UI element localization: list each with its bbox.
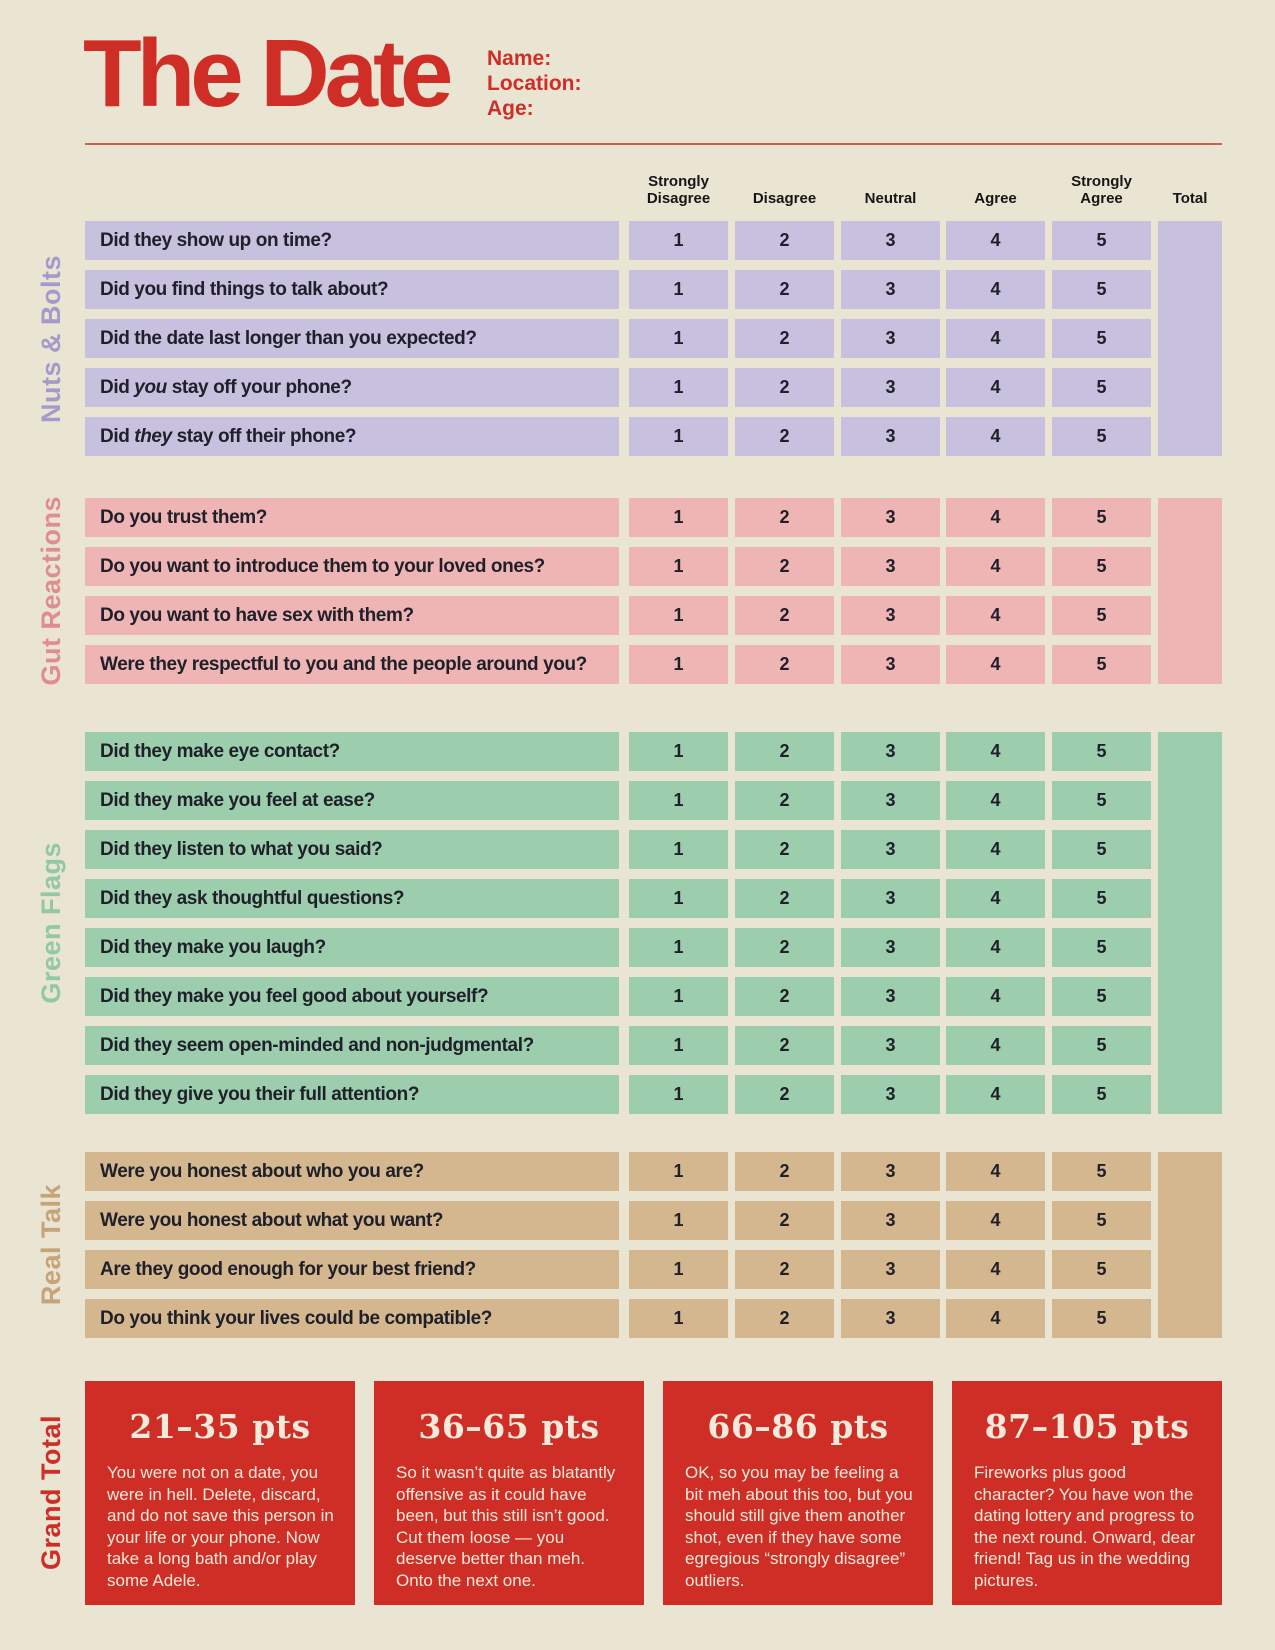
- rating-cell[interactable]: 1: [629, 1201, 728, 1240]
- question-label: Do you trust them?: [100, 506, 267, 528]
- rating-cell[interactable]: 1: [629, 645, 728, 684]
- rating-cell[interactable]: 5: [1052, 1299, 1151, 1338]
- rating-cell[interactable]: 2: [735, 1075, 834, 1114]
- question-label: Did you stay off your phone?: [100, 376, 352, 398]
- rating-cell[interactable]: 1: [629, 830, 728, 869]
- question-row: [85, 368, 619, 407]
- section-total-cell: [1158, 1152, 1222, 1338]
- rating-cell[interactable]: 2: [735, 1299, 834, 1338]
- rating-cell[interactable]: 1: [629, 1075, 728, 1114]
- grand-total-label: [24, 1381, 78, 1605]
- question-row: [85, 977, 619, 1016]
- section-label: [24, 498, 78, 684]
- rating-cell[interactable]: 4: [946, 1152, 1045, 1191]
- rating-cell[interactable]: 4: [946, 1075, 1045, 1114]
- rating-cell[interactable]: 3: [841, 977, 940, 1016]
- name-field-label: Name:: [487, 47, 552, 70]
- rating-cell[interactable]: 5: [1052, 221, 1151, 260]
- question-label: Do you think your lives could be compatible?: [100, 1307, 493, 1329]
- rating-cell[interactable]: 2: [735, 1250, 834, 1289]
- question-label: Did they make you laugh?: [100, 936, 326, 958]
- rating-cell[interactable]: 5: [1052, 547, 1151, 586]
- rating-cell[interactable]: 4: [946, 368, 1045, 407]
- rating-cell[interactable]: 3: [841, 879, 940, 918]
- tier-description: You were not on a date, you were in hell. Delete, discard, and do not save this person in your life or your phone. Now take a long bath and/or play some Adele.: [107, 1463, 334, 1590]
- tier-description: Fireworks plus good character? You have won the dating lottery and progress to the next round. Onward, dear friend! Tag us in the wedding pictures.: [974, 1463, 1196, 1590]
- rating-cell[interactable]: 5: [1052, 781, 1151, 820]
- question-label: Do you want to introduce them to your loved ones?: [100, 555, 545, 577]
- rating-cell[interactable]: 4: [946, 547, 1045, 586]
- rating-cell[interactable]: 4: [946, 928, 1045, 967]
- section-label-text: Nuts & Bolts: [35, 254, 66, 423]
- score-tier-box: [663, 1381, 933, 1605]
- rating-cell[interactable]: 1: [629, 596, 728, 635]
- section-label-text: Real Talk: [35, 1184, 66, 1306]
- question-row: [85, 221, 619, 260]
- question-row: [85, 645, 619, 684]
- question-label: Did they make you feel at ease?: [100, 789, 375, 811]
- question-row: [85, 928, 619, 967]
- scale-column-header: Neutral: [864, 189, 917, 207]
- tier-range: 66–86 pts: [707, 1407, 889, 1446]
- section-label-text: Gut Reactions: [35, 496, 66, 686]
- rating-cell[interactable]: 3: [841, 645, 940, 684]
- rating-cell[interactable]: 2: [735, 368, 834, 407]
- question-row: [85, 1250, 619, 1289]
- question-label: Were you honest about what you want?: [100, 1209, 444, 1231]
- rating-cell[interactable]: 4: [946, 1026, 1045, 1065]
- question-row: [85, 596, 619, 635]
- rating-cell[interactable]: 2: [735, 596, 834, 635]
- rating-cell[interactable]: 3: [841, 1152, 940, 1191]
- rating-cell[interactable]: 1: [629, 1026, 728, 1065]
- rating-cell[interactable]: 5: [1052, 879, 1151, 918]
- rating-cell[interactable]: 1: [629, 977, 728, 1016]
- age-field-label: Age:: [487, 97, 534, 120]
- score-tier-box: [952, 1381, 1222, 1605]
- grand-total-label-text: Grand Total: [35, 1415, 66, 1571]
- rating-cell[interactable]: 3: [841, 830, 940, 869]
- question-label: Did you find things to talk about?: [100, 278, 389, 300]
- page-title: The Date: [83, 20, 449, 127]
- question-label: Were you honest about who you are?: [100, 1160, 424, 1182]
- rating-cell[interactable]: 5: [1052, 1250, 1151, 1289]
- rating-cell[interactable]: 1: [629, 368, 728, 407]
- question-label: Did the date last longer than you expected?: [100, 327, 477, 349]
- rating-cell[interactable]: 5: [1052, 1075, 1151, 1114]
- rating-cell[interactable]: 5: [1052, 1026, 1151, 1065]
- rating-cell[interactable]: 2: [735, 1026, 834, 1065]
- rating-cell[interactable]: 1: [629, 1152, 728, 1191]
- rating-cell[interactable]: 5: [1052, 498, 1151, 537]
- rating-cell[interactable]: 3: [841, 270, 940, 309]
- rating-cell[interactable]: 5: [1052, 417, 1151, 456]
- scale-column-header: Agree: [974, 189, 1017, 207]
- rating-cell[interactable]: 4: [946, 596, 1045, 635]
- question-label: Did they show up on time?: [100, 229, 332, 251]
- rating-cell[interactable]: 5: [1052, 596, 1151, 635]
- scale-column-header: Strongly Disagree: [646, 172, 711, 207]
- section-label: [24, 1152, 78, 1338]
- question-row: [85, 417, 619, 456]
- rating-cell[interactable]: 2: [735, 830, 834, 869]
- rating-cell[interactable]: 5: [1052, 1152, 1151, 1191]
- rating-cell[interactable]: 1: [629, 498, 728, 537]
- question-label: Were they respectful to you and the people around you?: [100, 653, 587, 675]
- rating-cell[interactable]: 3: [841, 596, 940, 635]
- rating-cell[interactable]: 4: [946, 221, 1045, 260]
- rating-cell[interactable]: 3: [841, 498, 940, 537]
- question-row: [85, 830, 619, 869]
- question-row: [85, 732, 619, 771]
- rating-cell[interactable]: 4: [946, 1201, 1045, 1240]
- rating-cell[interactable]: 4: [946, 270, 1045, 309]
- rating-cell[interactable]: 3: [841, 368, 940, 407]
- rating-cell[interactable]: 3: [841, 781, 940, 820]
- rating-cell[interactable]: 4: [946, 977, 1045, 1016]
- rating-cell[interactable]: 2: [735, 645, 834, 684]
- rating-cell[interactable]: 3: [841, 732, 940, 771]
- rating-cell[interactable]: 4: [946, 1299, 1045, 1338]
- rating-cell[interactable]: 2: [735, 547, 834, 586]
- question-label: Did they make eye contact?: [100, 740, 340, 762]
- rating-cell[interactable]: 4: [946, 879, 1045, 918]
- rating-cell[interactable]: 3: [841, 221, 940, 260]
- rating-cell[interactable]: 3: [841, 417, 940, 456]
- rating-cell[interactable]: 4: [946, 319, 1045, 358]
- header-divider: [85, 143, 1222, 145]
- rating-cell[interactable]: 5: [1052, 1201, 1151, 1240]
- question-row: [85, 1299, 619, 1338]
- rating-cell[interactable]: 5: [1052, 645, 1151, 684]
- rating-cell[interactable]: 2: [735, 319, 834, 358]
- question-label: Did they seem open-minded and non-judgmental?: [100, 1034, 534, 1056]
- rating-cell[interactable]: 4: [946, 781, 1045, 820]
- rating-cell[interactable]: 5: [1052, 368, 1151, 407]
- section-label: [24, 732, 78, 1114]
- rating-cell[interactable]: 2: [735, 977, 834, 1016]
- rating-cell[interactable]: 4: [946, 417, 1045, 456]
- question-row: [85, 547, 619, 586]
- rating-cell[interactable]: 2: [735, 1152, 834, 1191]
- question-row: [85, 1075, 619, 1114]
- rating-cell[interactable]: 2: [735, 928, 834, 967]
- question-row: [85, 498, 619, 537]
- score-tier-box: [85, 1381, 355, 1605]
- rating-cell[interactable]: 1: [629, 221, 728, 260]
- question-label: Did they make you feel good about yourself?: [100, 985, 489, 1007]
- section-label-text: Green Flags: [35, 842, 66, 1004]
- section-total-cell: [1158, 221, 1222, 456]
- rating-cell[interactable]: 5: [1052, 319, 1151, 358]
- rating-cell[interactable]: 2: [735, 879, 834, 918]
- rating-cell[interactable]: 1: [629, 1299, 728, 1338]
- rating-cell[interactable]: 1: [629, 1250, 728, 1289]
- rating-cell[interactable]: 1: [629, 319, 728, 358]
- scale-column-header: Disagree: [752, 189, 817, 207]
- rating-cell[interactable]: 2: [735, 270, 834, 309]
- rating-cell[interactable]: 2: [735, 732, 834, 771]
- rating-cell[interactable]: 4: [946, 1250, 1045, 1289]
- scale-column-header: Strongly Agree: [1071, 172, 1132, 207]
- rating-cell[interactable]: 5: [1052, 928, 1151, 967]
- rating-cell[interactable]: 2: [735, 498, 834, 537]
- question-row: [85, 781, 619, 820]
- rating-cell[interactable]: 1: [629, 547, 728, 586]
- rating-cell[interactable]: 5: [1052, 830, 1151, 869]
- question-label: Did they ask thoughtful questions?: [100, 887, 405, 909]
- question-row: [85, 1026, 619, 1065]
- rating-cell[interactable]: 3: [841, 1299, 940, 1338]
- identity-fields: [487, 46, 582, 121]
- rating-cell[interactable]: 1: [629, 270, 728, 309]
- question-label: Do you want to have sex with them?: [100, 604, 414, 626]
- rating-cell[interactable]: 5: [1052, 977, 1151, 1016]
- score-tier-box: [374, 1381, 644, 1605]
- rating-cell[interactable]: 2: [735, 1201, 834, 1240]
- location-field-label: Location:: [487, 72, 582, 95]
- question-label: Are they good enough for your best friend?: [100, 1258, 476, 1280]
- rating-cell[interactable]: 4: [946, 732, 1045, 771]
- rating-cell[interactable]: 2: [735, 781, 834, 820]
- rating-cell[interactable]: 3: [841, 319, 940, 358]
- rating-cell[interactable]: 2: [735, 417, 834, 456]
- rating-cell[interactable]: 3: [841, 1026, 940, 1065]
- question-label: Did they stay off their phone?: [100, 425, 357, 447]
- rating-cell[interactable]: 1: [629, 928, 728, 967]
- rating-cell[interactable]: 3: [841, 547, 940, 586]
- rating-cell[interactable]: 1: [629, 781, 728, 820]
- rating-cell[interactable]: 3: [841, 1075, 940, 1114]
- section-total-cell: [1158, 732, 1222, 1114]
- section-label: [24, 221, 78, 456]
- tier-range: 21–35 pts: [129, 1407, 311, 1446]
- rating-cell[interactable]: 1: [629, 879, 728, 918]
- rating-cell[interactable]: 1: [629, 417, 728, 456]
- rating-cell[interactable]: 4: [946, 830, 1045, 869]
- rating-cell[interactable]: 4: [946, 498, 1045, 537]
- section-total-cell: [1158, 498, 1222, 684]
- rating-cell[interactable]: 3: [841, 928, 940, 967]
- question-row: [85, 319, 619, 358]
- question-row: [85, 1152, 619, 1191]
- rating-cell[interactable]: 1: [629, 732, 728, 771]
- rating-cell[interactable]: 3: [841, 1250, 940, 1289]
- rating-cell[interactable]: 5: [1052, 270, 1151, 309]
- total-column-header: Total: [1172, 189, 1208, 207]
- tier-range: 36–65 pts: [418, 1407, 600, 1446]
- tier-range: 87–105 pts: [984, 1407, 1190, 1446]
- tier-description: So it wasn’t quite as blatantly offensive as it could have been, but this still isn’t good. Cut them loose — you deserve better than meh. Onto the next one.: [396, 1463, 616, 1590]
- question-row: [85, 270, 619, 309]
- question-label: Did they give you their full attention?: [100, 1083, 420, 1105]
- rating-cell[interactable]: 3: [841, 1201, 940, 1240]
- rating-cell[interactable]: 4: [946, 645, 1045, 684]
- question-row: [85, 1201, 619, 1240]
- question-label: Did they listen to what you said?: [100, 838, 383, 860]
- tier-description: OK, so you may be feeling a bit meh about this too, but you should still give them another shot, even if they have some egregious “strongly disagree” outliers.: [685, 1463, 913, 1590]
- rating-cell[interactable]: 2: [735, 221, 834, 260]
- rating-cell[interactable]: 5: [1052, 732, 1151, 771]
- question-row: [85, 879, 619, 918]
